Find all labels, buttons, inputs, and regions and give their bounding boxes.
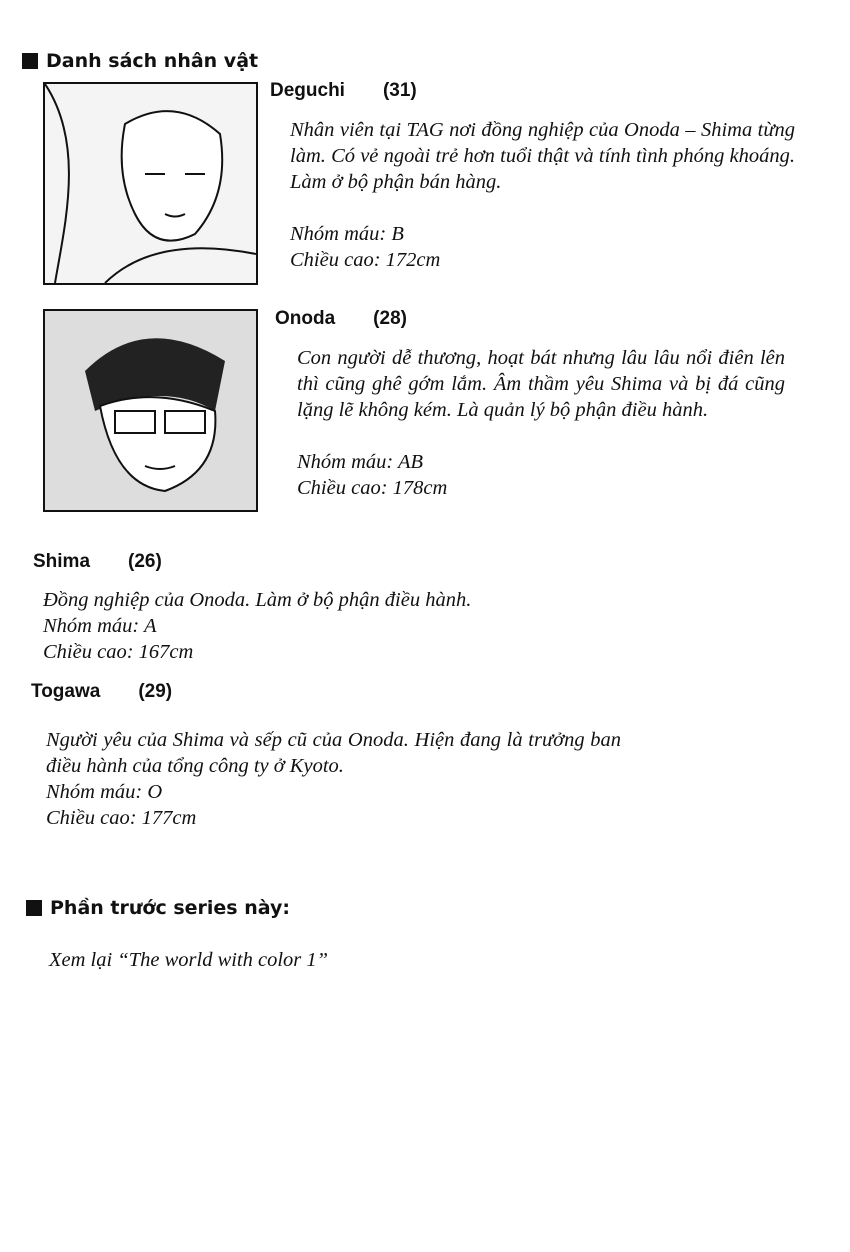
character-name-togawa — [31, 681, 172, 703]
blood-type: Nhóm máu: A — [43, 615, 157, 637]
blood-type: Nhóm máu: O — [46, 781, 163, 803]
description: Con người dễ thương, hoạt bát nhưng lâu lâu nổi điên lên thì cũng ghê gớm lắm. Âm thầm yêu Shima và bị đá cũng lặng lẽ không kém. Là quản lý bộ phận điều hành. — [297, 347, 785, 421]
description: Người yêu của Shima và sếp cũ của Onoda. Hiện đang là trưởng ban điều hành của tổng công ty ở Kyoto. — [46, 729, 621, 777]
character-name-deguchi — [270, 80, 417, 102]
character-desc-togawa — [46, 727, 621, 831]
character-desc-shima — [43, 587, 643, 665]
description: Nhân viên tại TAG nơi đồng nghiệp của Onoda – Shima từng làm. Có vẻ ngoài trẻ hơn tuổi thật và tính tình phóng khoáng. Làm ở bộ phận bán hàng. — [290, 119, 795, 193]
characters-heading — [22, 50, 258, 72]
character-name-onoda — [275, 308, 407, 330]
age: (26) — [128, 551, 162, 572]
square-bullet-icon — [22, 53, 38, 69]
height: Chiều cao: 178cm — [297, 477, 448, 499]
age: (31) — [382, 80, 417, 101]
blood-type: Nhóm máu: B — [290, 223, 404, 245]
height: Chiều cao: 177cm — [46, 807, 197, 829]
previous-series-text: Xem lại “The world with color 1” — [49, 949, 329, 971]
name: Togawa — [31, 681, 101, 702]
character-desc-deguchi — [290, 117, 795, 273]
age: (28) — [373, 308, 407, 329]
previous-series-heading — [26, 897, 290, 919]
height: Chiều cao: 167cm — [43, 641, 194, 663]
square-bullet-icon — [26, 900, 42, 916]
deguchi-portrait — [43, 82, 258, 285]
age: (29) — [138, 681, 173, 702]
description: Đồng nghiệp của Onoda. Làm ở bộ phận điều hành. — [43, 589, 472, 611]
blood-type: Nhóm máu: AB — [297, 451, 424, 473]
character-desc-onoda — [297, 345, 785, 501]
name: Deguchi — [270, 80, 345, 101]
height: Chiều cao: 172cm — [290, 249, 441, 271]
onoda-portrait — [43, 309, 258, 512]
characters-heading-text: Danh sách nhân vật — [46, 50, 259, 72]
name: Shima — [33, 551, 91, 572]
previous-series-heading-text: Phần trước series này: — [50, 897, 290, 919]
character-name-shima — [33, 551, 162, 573]
name: Onoda — [275, 308, 336, 329]
